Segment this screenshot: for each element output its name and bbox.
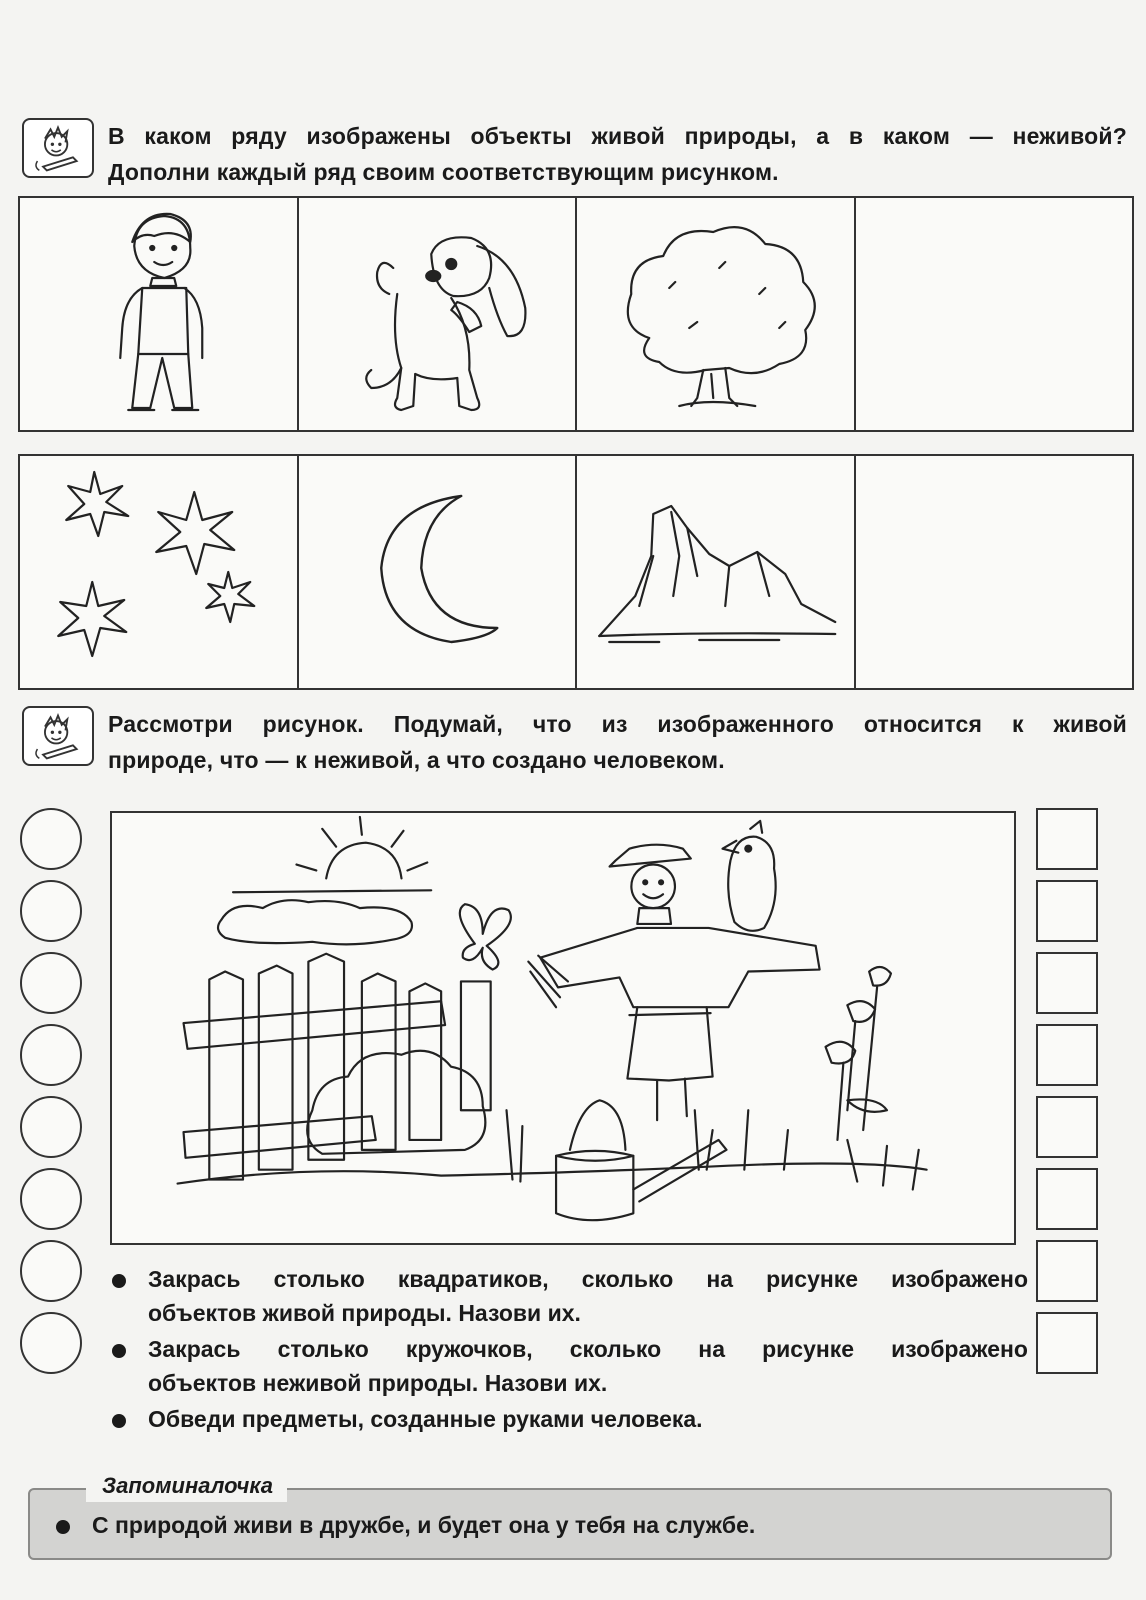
answer-square[interactable] <box>1036 880 1098 942</box>
cell-boy <box>20 198 299 430</box>
instruction-squares <box>108 1262 1028 1330</box>
answer-circle[interactable] <box>20 952 82 1014</box>
instruction-outline <box>108 1402 1028 1436</box>
memo-text <box>56 1508 755 1542</box>
sun-icon <box>233 817 431 892</box>
living-nature-row <box>18 196 1134 432</box>
answer-circles <box>20 808 88 1384</box>
instruction-2-line-2: объектов неживой природы. Назови их. <box>148 1370 608 1396</box>
answer-square[interactable] <box>1036 1096 1098 1158</box>
bullet-dot <box>56 1520 70 1534</box>
instruction-1-line-2: объектов живой природы. Назови их. <box>148 1300 581 1326</box>
empty-cell-nonliving[interactable] <box>856 456 1133 688</box>
boy-picture <box>20 198 297 430</box>
answer-square[interactable] <box>1036 952 1098 1014</box>
mountain-picture <box>577 456 854 688</box>
tree-picture <box>577 198 854 430</box>
butterfly-icon <box>460 904 511 969</box>
answer-circle[interactable] <box>20 1240 82 1302</box>
crow-icon <box>723 821 776 931</box>
cell-tree <box>577 198 856 430</box>
answer-square[interactable] <box>1036 1024 1098 1086</box>
cloud-icon <box>218 900 412 944</box>
cell-moon <box>299 456 578 688</box>
task-1-line-1: В каком ряду изображены объекты живой природы, а в каком — неживой? <box>108 123 1127 149</box>
answer-circle[interactable] <box>20 808 82 870</box>
memo-title: Запоминалочка <box>86 1470 287 1502</box>
cell-puppy <box>299 198 578 430</box>
task-2-line-1: Рассмотри рисунок. Подумай, что из изображенного относится к живой <box>108 711 1127 737</box>
instruction-1-line-1: Закрась столько квадратиков, сколько на рисунке изображено <box>148 1266 1028 1292</box>
answer-circle[interactable] <box>20 1168 82 1230</box>
stars-picture <box>20 456 297 688</box>
instruction-3-line-1: Обведи предметы, созданные руками человека. <box>148 1406 703 1432</box>
puppy-picture <box>299 198 576 430</box>
flowers-icon <box>826 967 891 1140</box>
pencil-boy-icon <box>22 706 94 766</box>
answer-circle[interactable] <box>20 1312 82 1374</box>
fence-icon <box>184 954 491 1180</box>
answer-circle[interactable] <box>20 1024 82 1086</box>
answer-circle[interactable] <box>20 1096 82 1158</box>
answer-square[interactable] <box>1036 1240 1098 1302</box>
moon-picture <box>299 456 576 688</box>
empty-cell-living[interactable] <box>856 198 1133 430</box>
task-2-line-2: природе, что — к неживой, а что создано человеком. <box>108 747 725 773</box>
instruction-2-line-1: Закрась столько кружочков, сколько на рисунке изображено <box>148 1336 1028 1362</box>
instructions-list <box>108 1262 1028 1438</box>
answer-square[interactable] <box>1036 1168 1098 1230</box>
bullet-dot <box>112 1274 126 1288</box>
bullet-dot <box>112 1344 126 1358</box>
garden-scene <box>110 811 1016 1245</box>
task-1-line-2: Дополни каждый ряд своим соответствующим рисунком. <box>108 159 779 185</box>
nonliving-nature-row <box>18 454 1134 690</box>
answer-square[interactable] <box>1036 808 1098 870</box>
answer-circle[interactable] <box>20 880 82 942</box>
cell-mountain <box>577 456 856 688</box>
memo-proverb: С природой живи в дружбе, и будет она у тебя на службе. <box>92 1512 756 1538</box>
pencil-boy-icon <box>22 118 94 178</box>
watering-can-icon <box>556 1100 726 1220</box>
cell-stars <box>20 456 299 688</box>
bullet-dot <box>112 1414 126 1428</box>
instruction-circles <box>108 1332 1028 1400</box>
answer-square[interactable] <box>1036 1312 1098 1374</box>
answer-squares <box>1036 808 1102 1384</box>
